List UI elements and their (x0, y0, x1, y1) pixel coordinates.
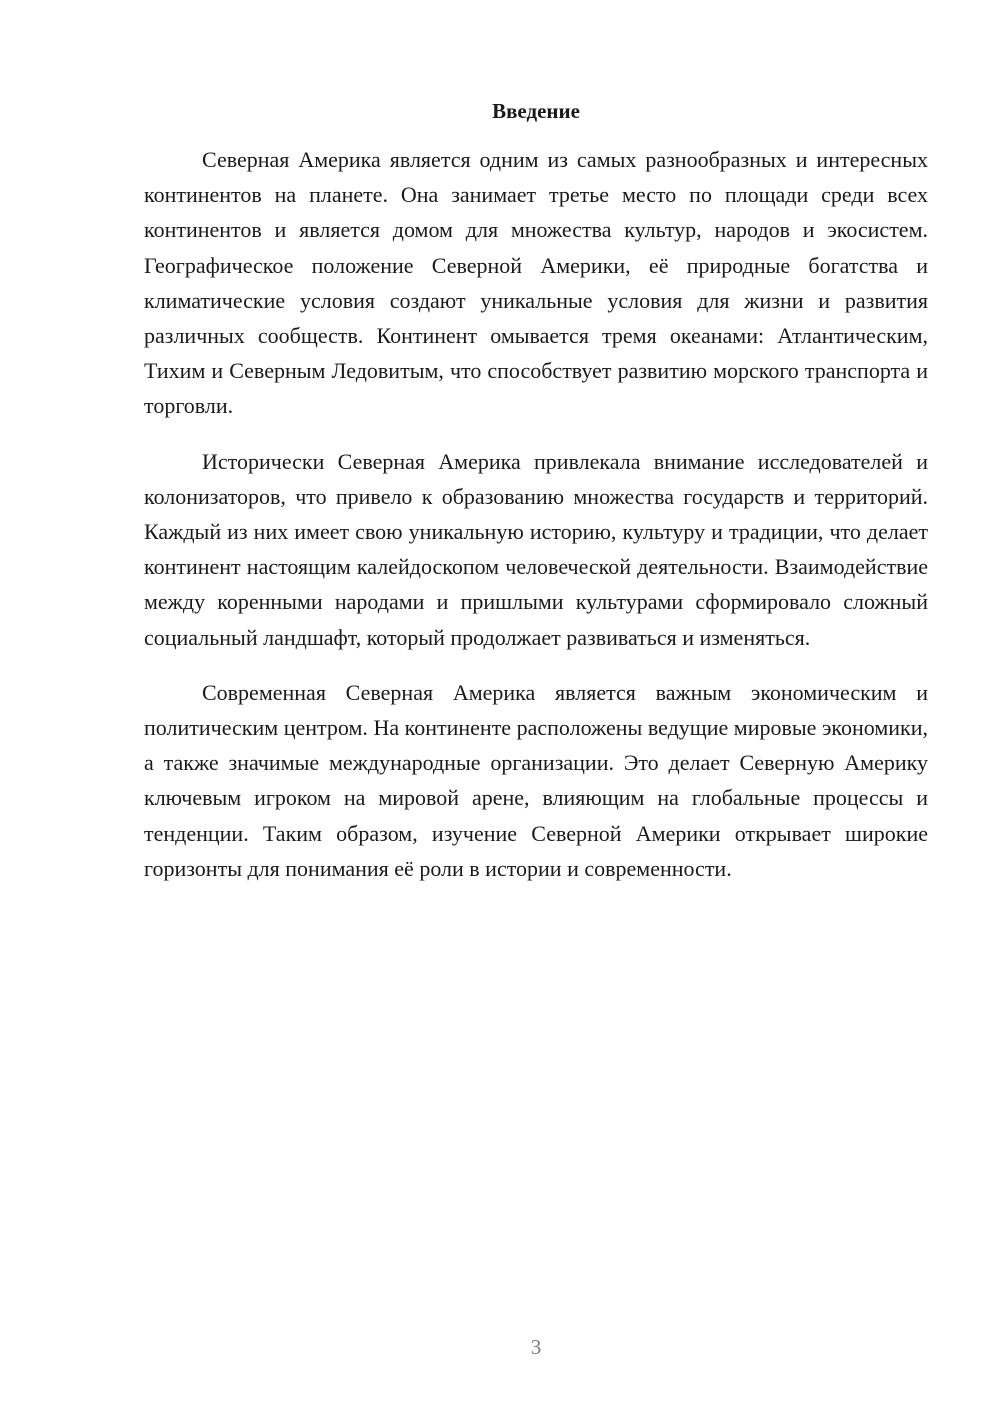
body-text (144, 142, 928, 906)
paragraph-1: Северная Америка является одним из самых разнообразных и интересных континентов на планете. Она занимает третье место по площади среди всех континентов и является домом для множества культур, народов и экосистем. Географическое положение Северной Америки, её природные богатства и климатические условия создают уникальные условия для жизни и развития различных сообществ. Континент омывается тремя океанами: Атлантическим, Тихим и Северным Ледовитым, что способствует развитию морского транспорта и торговли. (144, 147, 928, 419)
paragraph-2: Исторически Северная Америка привлекала внимание исследователей и колонизаторов, что привело к образованию множества государств и территорий. Каждый из них имеет свою уникальную историю, культуру и традиции, что делает континент настоящим калейдоскопом человеческой деятельности. Взаимодействие между коренными народами и пришлыми культурами сформировало сложный социальный ландшафт, который продолжает развиваться и изменяться. (144, 448, 928, 650)
page-number: 3 (530, 1335, 542, 1359)
section-heading: Введение (492, 99, 580, 123)
paragraph-3: Современная Северная Америка является важным экономическим и политическим центром. На континенте расположены ведущие мировые экономики, а также значимые международные организации. Это делает Северную Америку ключевым игроком на мировой арене, влияющим на глобальные процессы и тенденции. Таким образом, изучение Северной Америки открывает широкие горизонты для понимания её роли в истории и современности. (144, 679, 928, 881)
